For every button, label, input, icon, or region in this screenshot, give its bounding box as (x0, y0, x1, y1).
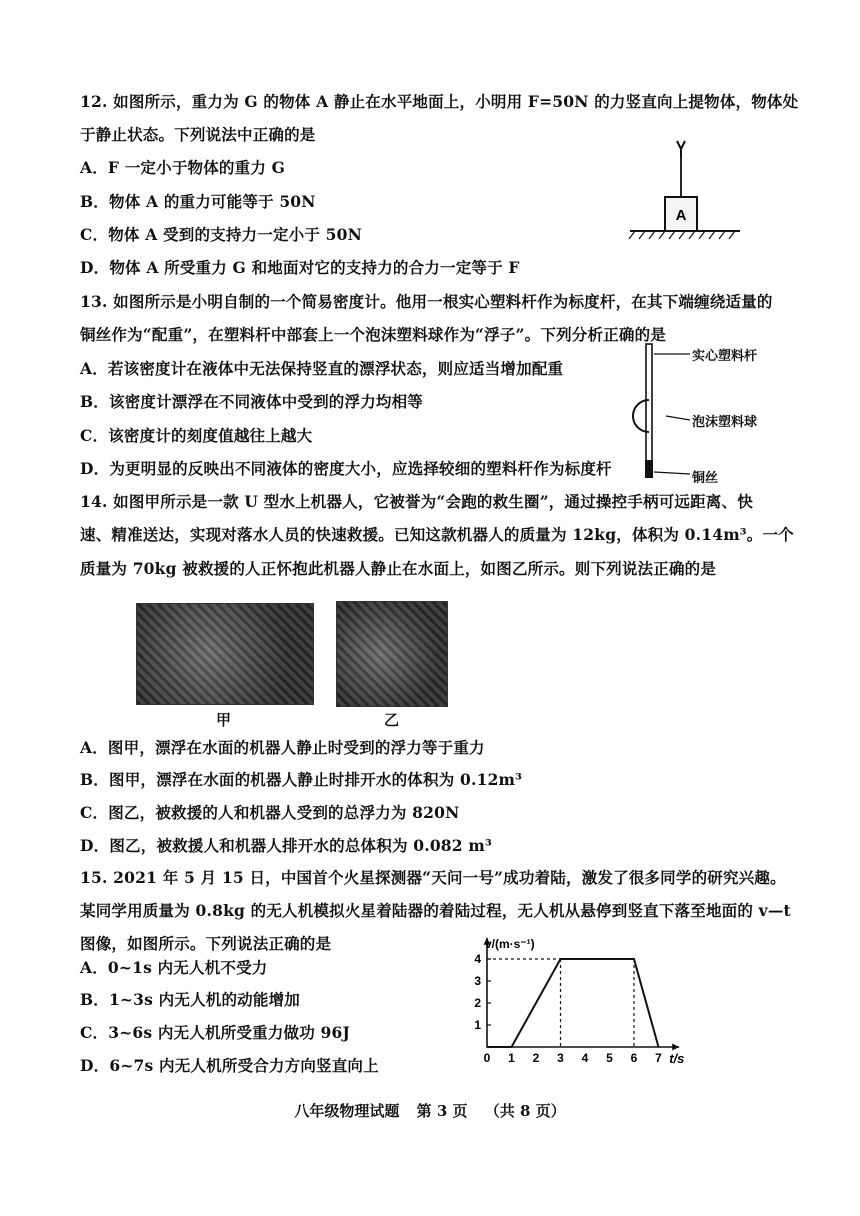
data-point (511, 1046, 513, 1048)
x-tick-label: 6 (630, 1051, 638, 1065)
q13-option-d: D．为更明显的反映出不同液体的密度大小，应选择较细的塑料杆作为标度杆 (80, 459, 612, 478)
photo-rescue-yi (336, 601, 448, 707)
q14-stem-line2: 速、精准送达，实现对落水人员的快速救援。已知这款机器人的质量为 12kg，体积为 0.14m³。一个 (80, 525, 794, 544)
data-point (658, 1046, 660, 1048)
q13-stem-line2: 铜丝作为“配重”，在塑料杆中部套上一个泡沫塑料球作为“浮子”。下列分析正确的是 (80, 325, 666, 344)
y-tick-label: 4 (474, 952, 481, 966)
q15-option-c: C．3~6s 内无人机所受重力做功 96J (80, 1023, 351, 1042)
q13-densimeter-figure (620, 342, 690, 487)
page-footer (0, 1100, 860, 1121)
label-copper-wire: 铜丝 (692, 471, 719, 486)
q12-stem-line1: 12. 如图所示，重力为 G 的物体 A 静止在水平地面上，小明用 F=50N 的力竖直向上提物体，物体处 (80, 92, 799, 111)
photo-label-yi: 乙 (384, 711, 400, 729)
y-tick-label: 3 (474, 974, 481, 988)
q13-option-c: C．该密度计的刻度值越往上越大 (80, 426, 313, 445)
block-a-label: A (675, 207, 687, 224)
q13-option-a: A．若该密度计在液体中无法保持竖直的漂浮状态，则应适当增加配重 (80, 359, 564, 378)
x-tick-label: 5 (606, 1051, 613, 1065)
q15-option-a: A．0~1s 内无人机不受力 (80, 958, 268, 977)
vt-chart (465, 935, 700, 1070)
q14-stem-line3: 质量为 70kg 被救援的人正怀抱此机器人静止在水面上，如图乙所示。则下列说法正确的是 (80, 559, 717, 578)
label-foam-ball: 泡沫塑料球 (692, 415, 758, 430)
vt-x-axis-label: t/s (669, 1051, 685, 1066)
q12-option-a: A．F 一定小于物体的重力 G (80, 158, 286, 177)
photo-robot-jia (136, 603, 314, 705)
x-tick-label: 0 (483, 1051, 491, 1065)
y-tick-label: 2 (474, 996, 481, 1010)
vt-y-axis-label: v/(m·s⁻¹) (485, 937, 535, 951)
y-tick-label: 1 (474, 1018, 481, 1032)
q14-option-b: B．图甲，漂浮在水面的机器人静止时排开水的体积为 0.12m³ (80, 770, 523, 789)
data-point (560, 958, 562, 960)
copper-wire (645, 460, 653, 478)
data-point (633, 958, 635, 960)
q14-option-a: A．图甲，漂浮在水面的机器人静止时受到的浮力等于重力 (80, 738, 485, 757)
q13-option-b: B．该密度计漂浮在不同液体中受到的浮力均相等 (80, 392, 424, 411)
x-tick-label: 4 (581, 1051, 589, 1065)
vt-guides (487, 959, 634, 1047)
vt-axes (484, 938, 680, 1051)
vt-series (486, 958, 659, 1048)
footer-subject: 八年级物理试题 (294, 1102, 400, 1120)
q13-stem-line1: 13. 如图所示是小明自制的一个简易密度计。他用一根实心塑料杆作为标度杆，在其下端缠绕适量的 (80, 292, 773, 311)
x-tick-label: 2 (532, 1051, 540, 1065)
q15-option-b: B．1~3s 内无人机的动能增加 (80, 990, 300, 1009)
ground-hatch (629, 231, 735, 239)
q15-stem-line1: 15. 2021 年 5 月 15 日，中国首个火星探测器“天问一号”成功着陆，激发了很多同学的研究兴趣。 (80, 868, 786, 887)
label-plastic-rod: 实心塑料杆 (692, 349, 758, 364)
footer-total: （共 8 页） (484, 1102, 566, 1120)
data-point (486, 1046, 488, 1048)
x-tick-label: 1 (508, 1051, 515, 1065)
q14-option-d: D．图乙，被救援人和机器人排开水的总体积为 0.082 m³ (80, 836, 492, 855)
q12-option-b: B．物体 A 的重力可能等于 50N (80, 192, 316, 211)
q14-stem-line1: 14. 如图甲所示是一款 U 型水上机器人，它被誉为“会跑的救生圈”，通过操控手柄可远距离、快 (80, 492, 753, 511)
q15-stem-line2: 某同学用质量为 0.8kg 的无人机模拟火星着陆器的着陆过程，无人机从悬停到竖直下落至地面的 v—t (80, 901, 791, 920)
velocity-line (487, 959, 659, 1047)
hand-icon (677, 141, 685, 157)
x-tick-label: 7 (655, 1051, 662, 1065)
q12-stem-line2: 于静止状态。下列说法中正确的是 (80, 125, 316, 144)
photo-label-jia: 甲 (216, 711, 232, 729)
footer-page: 第 3 页 (416, 1102, 468, 1120)
plastic-rod (646, 344, 652, 476)
q15-stem-line3: 图像，如图所示。下列说法正确的是 (80, 934, 332, 953)
x-tick-label: 3 (557, 1051, 564, 1065)
q12-figure (625, 135, 745, 245)
q14-option-c: C．图乙，被救援的人和机器人受到的总浮力为 820N (80, 803, 460, 822)
q12-option-c: C．物体 A 受到的支持力一定小于 50N (80, 225, 362, 244)
q15-option-d: D．6~7s 内无人机所受合力方向竖直向上 (80, 1056, 379, 1075)
q12-option-d: D．物体 A 所受重力 G 和地面对它的支持力的合力一定等于 F (80, 258, 520, 277)
x-axis-arrow-icon (672, 1044, 679, 1051)
